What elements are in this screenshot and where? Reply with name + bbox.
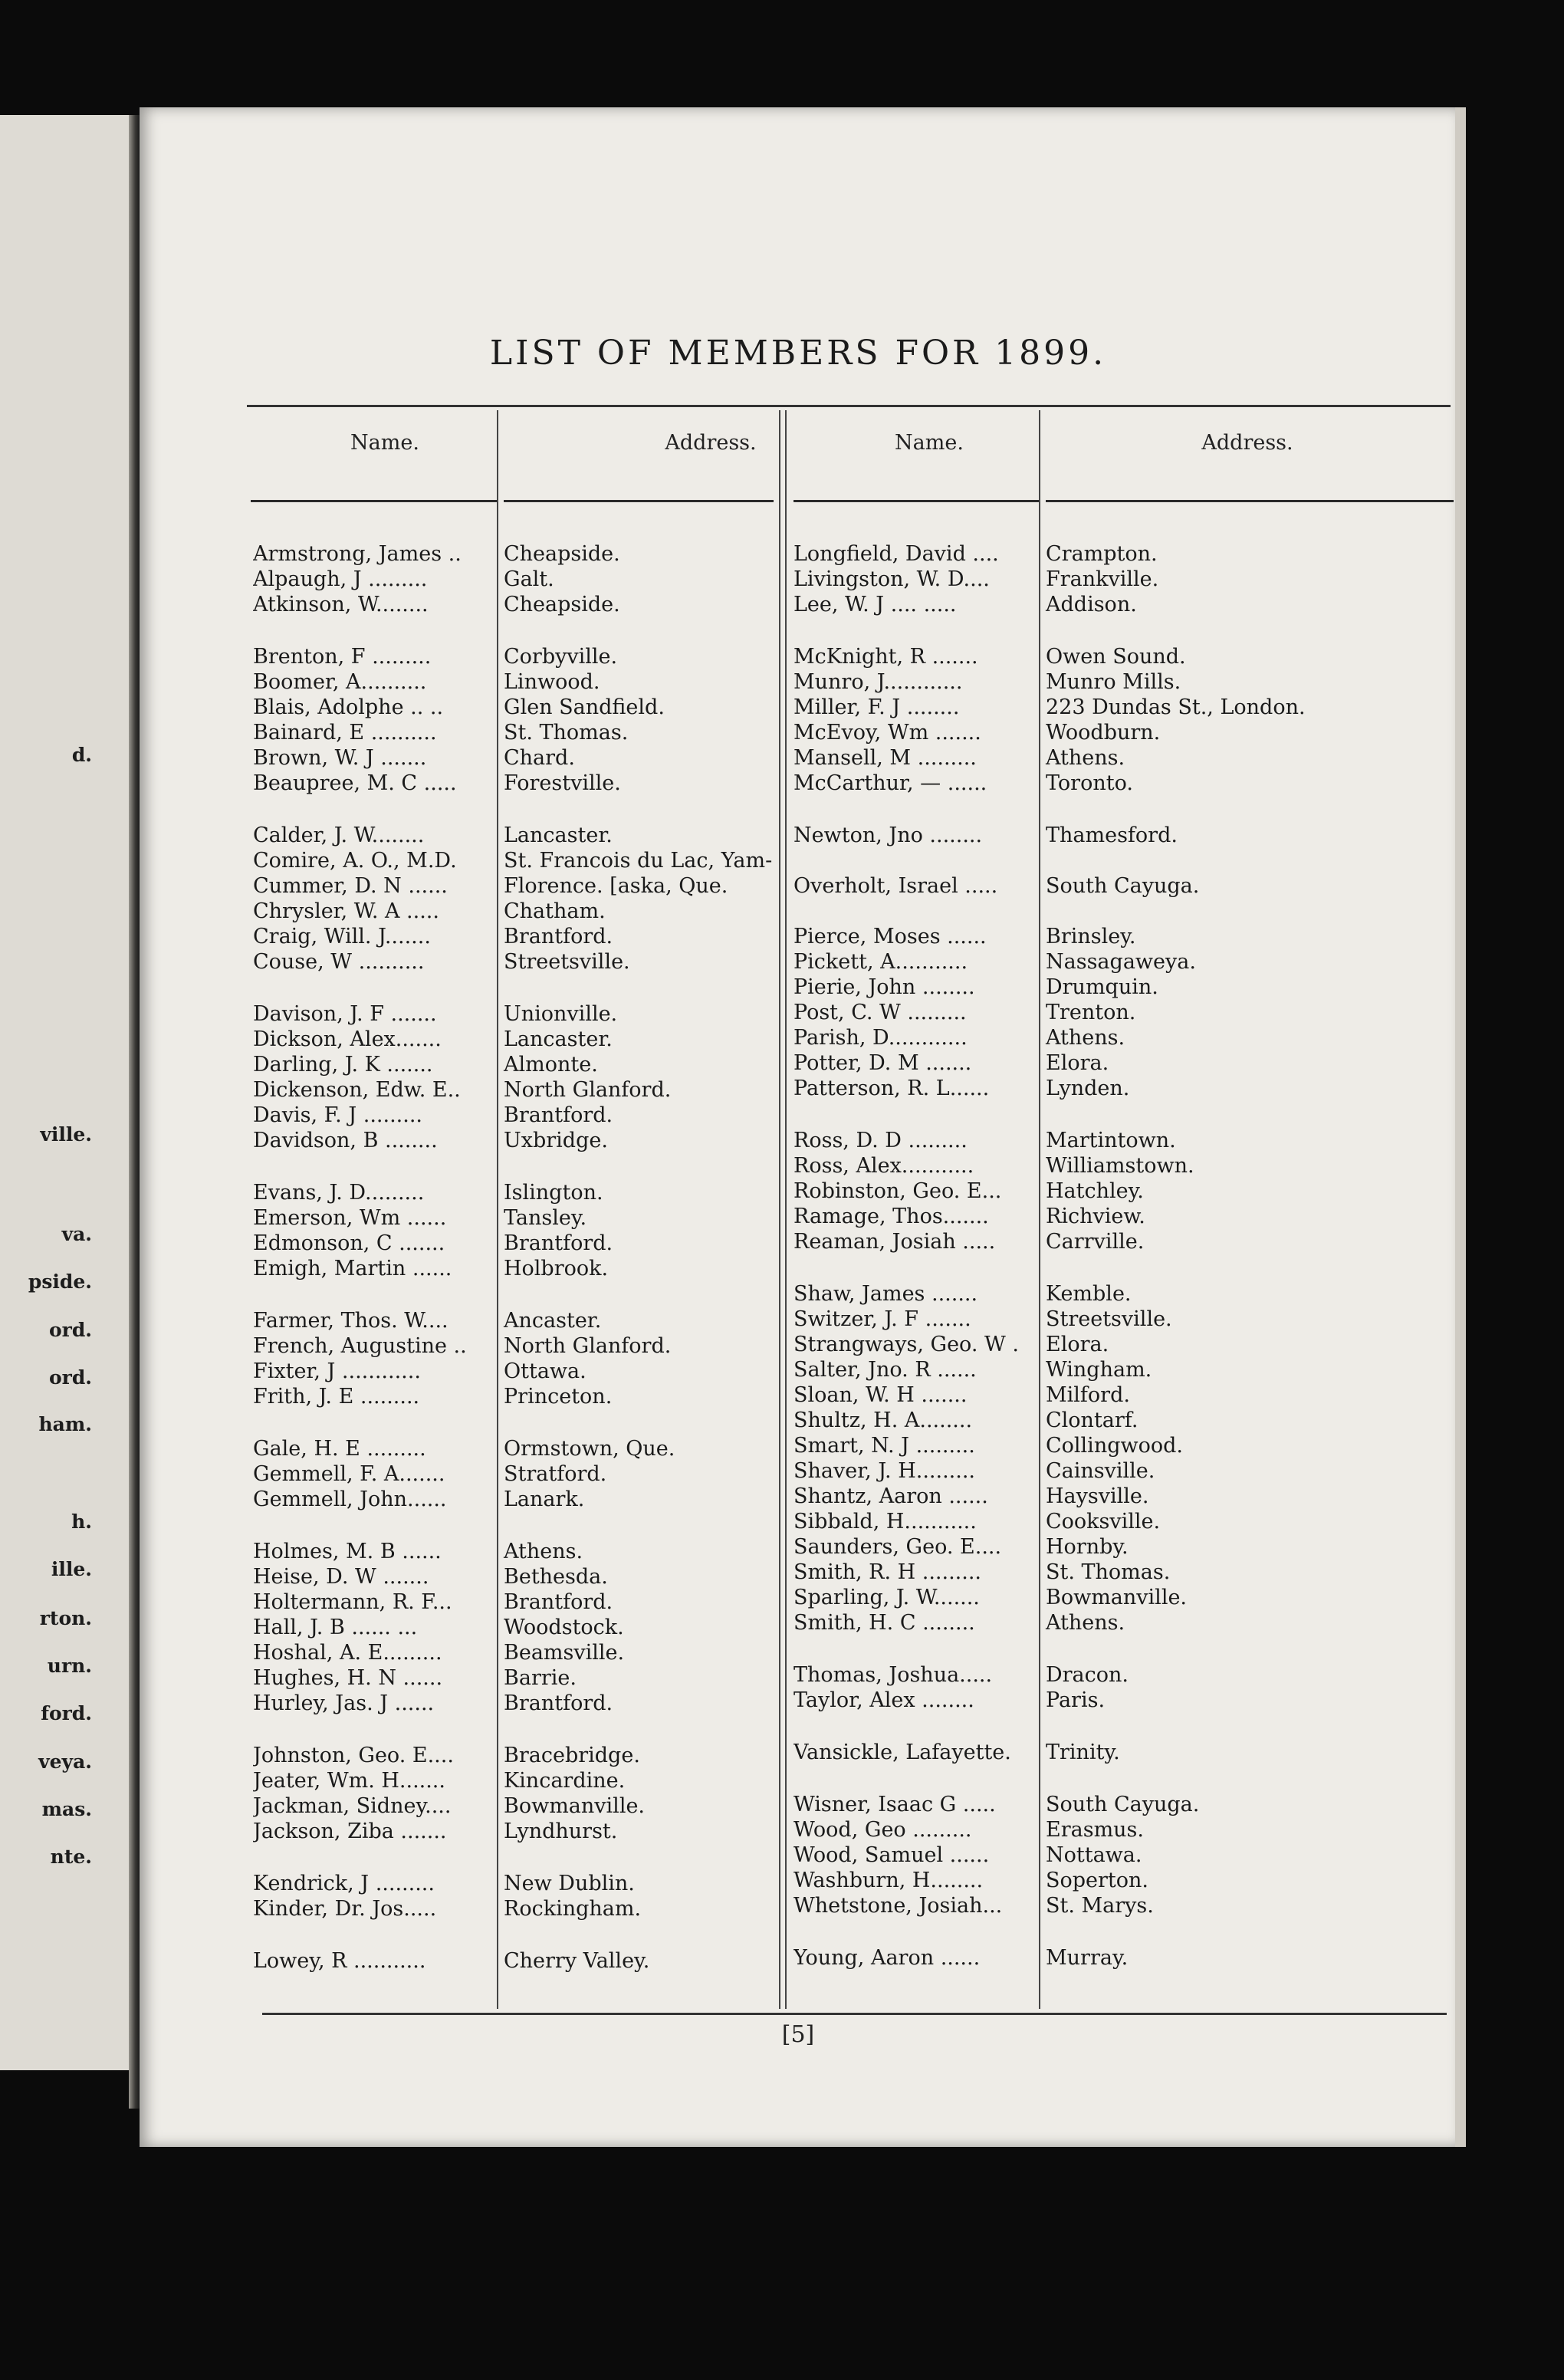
member-name: McKnight, R ....... xyxy=(794,645,978,669)
member-name: Whetstone, Josiah... xyxy=(794,1894,1003,1918)
previous-page-fragment: rton. xyxy=(39,1607,92,1629)
member-address: Hornby. xyxy=(1046,1535,1129,1559)
member-address: Woodburn. xyxy=(1046,721,1161,745)
previous-page-fragment: mas. xyxy=(41,1798,92,1820)
member-address: Forestville. xyxy=(504,771,621,795)
member-name: Hall, J. B ...... ... xyxy=(253,1616,418,1639)
previous-page-fragment: ord. xyxy=(48,1319,92,1341)
member-address: Brantford. xyxy=(504,1691,613,1715)
member-address: Athens. xyxy=(1046,1026,1125,1050)
member-address: Kincardine. xyxy=(504,1769,626,1793)
header-underline xyxy=(1046,500,1454,502)
document-page xyxy=(140,107,1457,2147)
previous-page-fragment: ville. xyxy=(40,1123,92,1146)
member-address: Cherry Valley. xyxy=(504,1949,650,1973)
member-address: Barrie. xyxy=(504,1666,577,1690)
member-name: Strangways, Geo. W . xyxy=(794,1333,1019,1356)
member-name: Kendrick, J ......... xyxy=(253,1872,435,1895)
member-name: Potter, D. M ....... xyxy=(794,1051,972,1075)
member-address: Stratford. xyxy=(504,1462,607,1486)
column-divider xyxy=(1039,410,1040,2009)
previous-page-fragment: ford. xyxy=(41,1702,92,1724)
member-name: Johnston, Geo. E.... xyxy=(253,1744,454,1767)
member-address: Athens. xyxy=(504,1540,583,1563)
member-name: Alpaugh, J ......... xyxy=(253,567,428,591)
member-address: Lanark. xyxy=(504,1488,585,1511)
member-address: South Cayuga. xyxy=(1046,1793,1200,1816)
member-address: South Cayuga. xyxy=(1046,874,1200,898)
member-address: Bowmanville. xyxy=(1046,1586,1188,1609)
member-name: Ramage, Thos....... xyxy=(794,1205,989,1228)
member-name: Munro, J............ xyxy=(794,670,963,694)
member-address: Paris. xyxy=(1046,1688,1106,1712)
member-name: Dickson, Alex....... xyxy=(253,1027,442,1051)
member-address: Murray. xyxy=(1046,1946,1129,1970)
member-name: Davison, J. F ....... xyxy=(253,1002,437,1026)
page-title: LIST OF MEMBERS FOR 1899. xyxy=(489,334,1107,373)
member-name: Shultz, H. A........ xyxy=(794,1409,973,1432)
member-address: Glen Sandfield. xyxy=(504,695,665,719)
member-address: Chatham. xyxy=(504,899,606,923)
previous-page-fragment: veya. xyxy=(38,1750,92,1773)
member-address: Galt. xyxy=(504,567,554,591)
member-name: Jackson, Ziba ....... xyxy=(253,1820,447,1843)
member-address: Cheapside. xyxy=(504,542,620,566)
member-address: Almonte. xyxy=(504,1053,598,1077)
header-underline xyxy=(251,500,498,502)
member-address: Brinsley. xyxy=(1046,925,1136,948)
member-name: Pickett, A........... xyxy=(794,950,968,974)
member-name: Sibbald, H........... xyxy=(794,1510,977,1534)
member-address: Ancaster. xyxy=(504,1309,602,1333)
member-name: Chrysler, W. A ..... xyxy=(253,899,439,923)
member-name: Frith, J. E ......... xyxy=(253,1385,420,1409)
member-name: Boomer, A.......... xyxy=(253,670,427,694)
member-address: New Dublin. xyxy=(504,1872,635,1895)
member-address: Drumquin. xyxy=(1046,975,1158,999)
member-address: Tansley. xyxy=(504,1206,587,1230)
member-name: Hurley, Jas. J ...... xyxy=(253,1691,435,1715)
header-name-right: Name. xyxy=(895,431,964,455)
member-address: Carrville. xyxy=(1046,1230,1145,1254)
member-name: Pierie, John ........ xyxy=(794,975,975,999)
member-name: McEvoy, Wm ....... xyxy=(794,721,981,745)
member-address: Nottawa. xyxy=(1046,1843,1142,1867)
previous-page-fragment: ord. xyxy=(48,1366,92,1389)
member-name: Vansickle, Lafayette. xyxy=(794,1741,1011,1764)
member-address: North Glanford. xyxy=(504,1078,672,1102)
member-address: Dracon. xyxy=(1046,1663,1129,1687)
member-address: Richview. xyxy=(1046,1205,1145,1228)
member-address: Lynden. xyxy=(1046,1077,1130,1100)
member-name: Patterson, R. L...... xyxy=(794,1077,990,1100)
member-address: Florence. [aska, Que. xyxy=(504,874,728,898)
member-address: Haysville. xyxy=(1046,1484,1149,1508)
member-name: Young, Aaron ...... xyxy=(794,1946,981,1970)
member-address: Bowmanville. xyxy=(504,1794,646,1818)
member-address: Elora. xyxy=(1046,1051,1109,1075)
member-address: Toronto. xyxy=(1046,771,1133,795)
member-address: St. Marys. xyxy=(1046,1894,1154,1918)
member-name: Shaw, James ....... xyxy=(794,1282,978,1306)
member-name: Newton, Jno ........ xyxy=(794,823,983,847)
member-name: Ross, Alex........... xyxy=(794,1154,974,1178)
member-name: Brown, W. J ....... xyxy=(253,746,427,770)
member-address: St. Francois du Lac, Yam- xyxy=(504,849,773,873)
member-name: Reaman, Josiah ..... xyxy=(794,1230,996,1254)
member-name: Fixter, J ............ xyxy=(253,1359,421,1383)
member-address: Streetsville. xyxy=(1046,1307,1172,1331)
member-address: Beamsville. xyxy=(504,1641,625,1665)
member-address: Brantford. xyxy=(504,925,613,948)
member-name: Holtermann, R. F... xyxy=(253,1590,452,1614)
member-name: Lowey, R ........... xyxy=(253,1949,426,1973)
member-address: Cooksville. xyxy=(1046,1510,1161,1534)
member-address: Trenton. xyxy=(1046,1001,1136,1024)
previous-page-fragment: pside. xyxy=(28,1271,92,1293)
member-name: Hoshal, A. E......... xyxy=(253,1641,442,1665)
member-address: Munro Mills. xyxy=(1046,670,1181,694)
member-name: McCarthur, — ...... xyxy=(794,771,987,795)
member-name: Post, C. W ......... xyxy=(794,1001,967,1024)
member-name: Wood, Geo ......... xyxy=(794,1818,972,1842)
member-address: Athens. xyxy=(1046,1611,1125,1635)
member-name: Wood, Samuel ...... xyxy=(794,1843,990,1867)
header-address-left: Address. xyxy=(665,431,757,455)
member-name: Gale, H. E ......... xyxy=(253,1437,426,1461)
member-address: Holbrook. xyxy=(504,1257,609,1280)
member-name: Davidson, B ........ xyxy=(253,1129,438,1152)
member-address: Chard. xyxy=(504,746,575,770)
member-address: Soperton. xyxy=(1046,1869,1148,1892)
member-name: Gemmell, John...... xyxy=(253,1488,447,1511)
previous-page-fragment: h. xyxy=(71,1511,92,1533)
member-name: Beaupree, M. C ..... xyxy=(253,771,457,795)
member-name: Farmer, Thos. W.... xyxy=(253,1309,449,1333)
header-underline xyxy=(504,500,774,502)
header-address-right: Address. xyxy=(1201,431,1293,455)
member-address: Wingham. xyxy=(1046,1358,1152,1382)
member-address: Uxbridge. xyxy=(504,1129,608,1152)
member-address: Ormstown, Que. xyxy=(504,1437,675,1461)
member-name: Cummer, D. N ...... xyxy=(253,874,448,898)
previous-page-fragment: d. xyxy=(71,744,92,766)
member-name: Smith, R. H ......... xyxy=(794,1560,982,1584)
member-name: Brenton, F ......... xyxy=(253,645,432,669)
header-underline xyxy=(794,500,1040,502)
member-address: Brantford. xyxy=(504,1103,613,1127)
member-name: Jeater, Wm. H....... xyxy=(253,1769,445,1793)
member-address: Owen Sound. xyxy=(1046,645,1186,669)
member-name: Smith, H. C ........ xyxy=(794,1611,975,1635)
member-address: Princeton. xyxy=(504,1385,613,1409)
member-name: Thomas, Joshua..... xyxy=(794,1663,993,1687)
member-address: Ottawa. xyxy=(504,1359,586,1383)
column-divider xyxy=(785,410,787,2009)
member-address: Linwood. xyxy=(504,670,600,694)
member-name: Longfield, David .... xyxy=(794,542,999,566)
member-address: St. Thomas. xyxy=(504,721,629,745)
member-address: Brantford. xyxy=(504,1231,613,1255)
member-address: Woodstock. xyxy=(504,1616,624,1639)
member-address: Hatchley. xyxy=(1046,1179,1144,1203)
member-address: North Glanford. xyxy=(504,1334,672,1358)
member-address: Addison. xyxy=(1046,593,1137,616)
member-address: Martintown. xyxy=(1046,1129,1176,1152)
page-number: [5] xyxy=(781,2021,815,2048)
column-divider xyxy=(497,410,498,2009)
member-name: Emerson, Wm ...... xyxy=(253,1206,447,1230)
member-address: Cainsville. xyxy=(1046,1459,1155,1483)
member-name: Calder, J. W........ xyxy=(253,823,425,847)
member-address: Unionville. xyxy=(504,1002,618,1026)
member-address: Athens. xyxy=(1046,746,1125,770)
previous-page-fragment: ille. xyxy=(51,1558,92,1580)
member-name: Wisner, Isaac G ..... xyxy=(794,1793,996,1816)
member-address: Brantford. xyxy=(504,1590,613,1614)
member-address: Collingwood. xyxy=(1046,1434,1183,1458)
member-name: Smart, N. J ......... xyxy=(794,1434,975,1458)
member-address: 223 Dundas St., London. xyxy=(1046,695,1306,719)
member-address: Trinity. xyxy=(1046,1741,1120,1764)
member-name: Edmonson, C ....... xyxy=(253,1231,445,1255)
member-address: Nassagaweya. xyxy=(1046,950,1196,974)
member-address: Bracebridge. xyxy=(504,1744,640,1767)
member-name: Couse, W .......... xyxy=(253,950,425,974)
member-name: Evans, J. D......... xyxy=(253,1181,425,1205)
member-address: Cheapside. xyxy=(504,593,620,616)
member-address: Milford. xyxy=(1046,1383,1130,1407)
member-name: Robinston, Geo. E... xyxy=(794,1179,1002,1203)
member-name: Sloan, W. H ....... xyxy=(794,1383,968,1407)
member-name: Jackman, Sidney.... xyxy=(253,1794,452,1818)
member-name: Dickenson, Edw. E.. xyxy=(253,1078,461,1102)
member-name: Miller, F. J ........ xyxy=(794,695,960,719)
member-name: Saunders, Geo. E.... xyxy=(794,1535,1002,1559)
member-address: Lancaster. xyxy=(504,823,613,847)
member-name: Blais, Adolphe .. .. xyxy=(253,695,444,719)
member-name: Kinder, Dr. Jos..... xyxy=(253,1897,437,1921)
member-address: Streetsville. xyxy=(504,950,630,974)
member-name: Sparling, J. W....... xyxy=(794,1586,980,1609)
member-name: Ross, D. D ......... xyxy=(794,1129,968,1152)
member-address: Corbyville. xyxy=(504,645,618,669)
member-name: Salter, Jno. R ...... xyxy=(794,1358,977,1382)
member-name: Parish, D............ xyxy=(794,1026,968,1050)
member-address: Elora. xyxy=(1046,1333,1109,1356)
header-name-left: Name. xyxy=(350,431,419,455)
member-name: Shantz, Aaron ...... xyxy=(794,1484,988,1508)
member-address: Frankville. xyxy=(1046,567,1159,591)
previous-page-fragment: ham. xyxy=(38,1413,92,1435)
member-address: Erasmus. xyxy=(1046,1818,1144,1842)
member-address: Clontarf. xyxy=(1046,1409,1138,1432)
member-name: Pierce, Moses ...... xyxy=(794,925,987,948)
member-address: Crampton. xyxy=(1046,542,1158,566)
previous-page-fragment: urn. xyxy=(47,1655,92,1677)
member-name: Switzer, J. F ....... xyxy=(794,1307,971,1331)
bottom-rule xyxy=(262,2013,1447,2015)
member-address: Bethesda. xyxy=(504,1565,608,1589)
member-name: Shaver, J. H......... xyxy=(794,1459,976,1483)
member-name: Comire, A. O., M.D. xyxy=(253,849,457,873)
member-address: Thamesford. xyxy=(1046,823,1178,847)
member-name: Gemmell, F. A....... xyxy=(253,1462,445,1486)
member-name: Overholt, Israel ..... xyxy=(794,874,998,898)
member-address: Rockingham. xyxy=(504,1897,642,1921)
member-address: Lancaster. xyxy=(504,1027,613,1051)
member-address: Islington. xyxy=(504,1181,603,1205)
member-name: Bainard, E .......... xyxy=(253,721,437,745)
member-address: Williamstown. xyxy=(1046,1154,1194,1178)
member-name: Heise, D. W ....... xyxy=(253,1565,429,1589)
member-address: Kemble. xyxy=(1046,1282,1132,1306)
column-divider xyxy=(779,410,780,2009)
member-name: Livingston, W. D.... xyxy=(794,567,990,591)
top-rule xyxy=(247,405,1451,407)
member-name: Washburn, H........ xyxy=(794,1869,984,1892)
member-name: Darling, J. K ....... xyxy=(253,1053,433,1077)
member-name: Atkinson, W........ xyxy=(253,593,429,616)
book-spine-shadow xyxy=(129,115,140,2109)
page-edge xyxy=(1455,107,1466,2147)
previous-page xyxy=(0,115,136,2070)
previous-page-fragment: va. xyxy=(61,1223,92,1245)
member-name: Mansell, M ......... xyxy=(794,746,977,770)
member-address: Lyndhurst. xyxy=(504,1820,618,1843)
member-name: Davis, F. J ......... xyxy=(253,1103,422,1127)
member-name: Hughes, H. N ...... xyxy=(253,1666,443,1690)
member-name: Armstrong, James .. xyxy=(253,542,462,566)
member-name: Holmes, M. B ...... xyxy=(253,1540,442,1563)
member-name: Craig, Will. J....... xyxy=(253,925,431,948)
member-address: St. Thomas. xyxy=(1046,1560,1171,1584)
member-name: French, Augustine .. xyxy=(253,1334,467,1358)
member-name: Emigh, Martin ...... xyxy=(253,1257,452,1280)
member-name: Taylor, Alex ........ xyxy=(794,1688,974,1712)
previous-page-fragment: nte. xyxy=(50,1846,92,1868)
member-name: Lee, W. J .... ..... xyxy=(794,593,957,616)
